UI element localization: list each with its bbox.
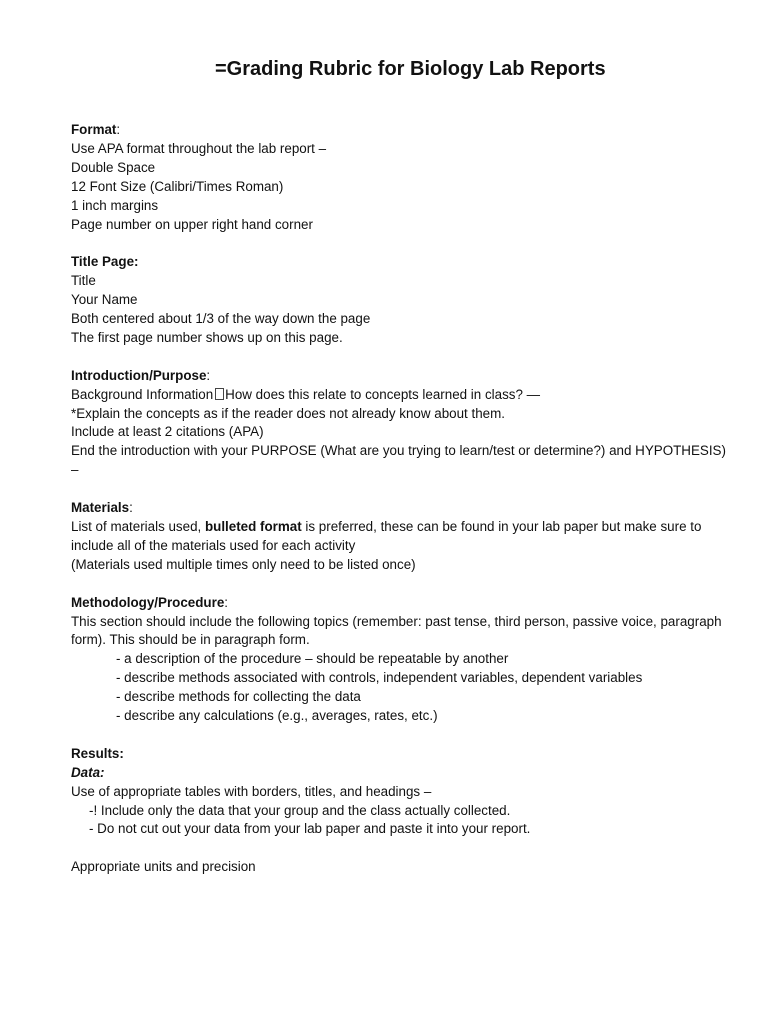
spacer bbox=[71, 234, 731, 253]
methodology-item: - describe methods associated with controls, independent variables, dependent variables bbox=[116, 670, 643, 686]
methodology-intro: This section should include the following topics (remember: past tense, third person, passive voice, paragraph form). This should be in paragraph form. bbox=[71, 613, 722, 648]
results-section bbox=[71, 745, 731, 877]
results-data-subheading: Data: bbox=[71, 764, 105, 780]
document-title: =Grading Rubric for Biology Lab Reports bbox=[215, 58, 606, 80]
materials-line-part: List of materials used, bbox=[71, 518, 205, 534]
format-line: Page number on upper right hand corner bbox=[71, 216, 313, 232]
introduction-line: *Explain the concepts as if the reader does not already know about them. bbox=[71, 405, 505, 421]
spacer bbox=[71, 348, 731, 367]
materials-heading-line bbox=[71, 499, 731, 518]
spacer bbox=[71, 480, 731, 499]
results-item: -! Include only the data that your group and the class actually collected. bbox=[89, 802, 511, 818]
introduction-section bbox=[71, 367, 731, 480]
title-page-line: Both centered about 1/3 of the way down the page bbox=[71, 311, 371, 327]
introduction-heading: Introduction/Purpose bbox=[71, 367, 207, 383]
methodology-item: - describe methods for collecting the data bbox=[116, 689, 361, 705]
introduction-line-part: How does this relate to concepts learned in class? — bbox=[225, 386, 541, 402]
missing-glyph-box-icon bbox=[215, 388, 224, 400]
format-colon: : bbox=[116, 122, 121, 137]
results-item: - Do not cut out your data from your lab paper and paste it into your report. bbox=[89, 821, 531, 837]
materials-colon: : bbox=[129, 500, 133, 516]
materials-line bbox=[71, 518, 731, 556]
methodology-item: - describe any calculations (e.g., averages, rates, etc.) bbox=[116, 708, 438, 724]
results-closing-line: Appropriate units and precision bbox=[71, 859, 256, 875]
results-line: Use of appropriate tables with borders, titles, and headings – bbox=[71, 783, 432, 799]
materials-section bbox=[71, 499, 731, 575]
introduction-heading-line bbox=[71, 367, 731, 386]
document-body bbox=[71, 121, 731, 877]
spacer bbox=[71, 839, 731, 858]
format-line: 12 Font Size (Calibri/Times Roman) bbox=[71, 178, 284, 194]
methodology-section bbox=[71, 594, 731, 726]
title-page-line: Title bbox=[71, 273, 96, 289]
introduction-colon: : bbox=[206, 367, 211, 383]
methodology-item: - a description of the procedure – should be repeatable by another bbox=[116, 651, 509, 667]
methodology-colon: : bbox=[224, 594, 228, 610]
methodology-heading-line bbox=[71, 594, 731, 613]
introduction-line-part: Background Information bbox=[71, 386, 214, 402]
format-section bbox=[71, 121, 731, 234]
format-line: Use APA format throughout the lab report – bbox=[71, 140, 327, 156]
materials-line: (Materials used multiple times only need to be listed once) bbox=[71, 556, 416, 572]
introduction-line: End the introduction with your PURPOSE (What are you trying to learn/test or determine?) and HYPOTHESIS) – bbox=[71, 443, 726, 478]
spacer bbox=[71, 575, 731, 594]
format-heading-line bbox=[71, 121, 731, 140]
introduction-line: Include at least 2 citations (APA) bbox=[71, 424, 264, 440]
title-page-heading: Title Page: bbox=[71, 254, 139, 270]
results-heading: Results: bbox=[71, 745, 124, 761]
materials-heading: Materials bbox=[71, 500, 130, 516]
format-line: 1 inch margins bbox=[71, 197, 159, 213]
methodology-heading: Methodology/Procedure bbox=[71, 594, 225, 610]
title-page-line: Your Name bbox=[71, 292, 138, 308]
title-page-line: The first page number shows up on this page. bbox=[71, 329, 343, 345]
format-line: Double Space bbox=[71, 159, 156, 175]
format-heading: Format bbox=[71, 122, 117, 137]
title-page-section bbox=[71, 253, 731, 348]
introduction-line bbox=[71, 386, 731, 405]
spacer bbox=[71, 726, 731, 745]
materials-bold-phrase: bulleted format bbox=[204, 518, 302, 534]
materials-line-part: is preferred, these can be found in your lab paper but make sure to include all of the materials used for each activity bbox=[71, 518, 702, 553]
